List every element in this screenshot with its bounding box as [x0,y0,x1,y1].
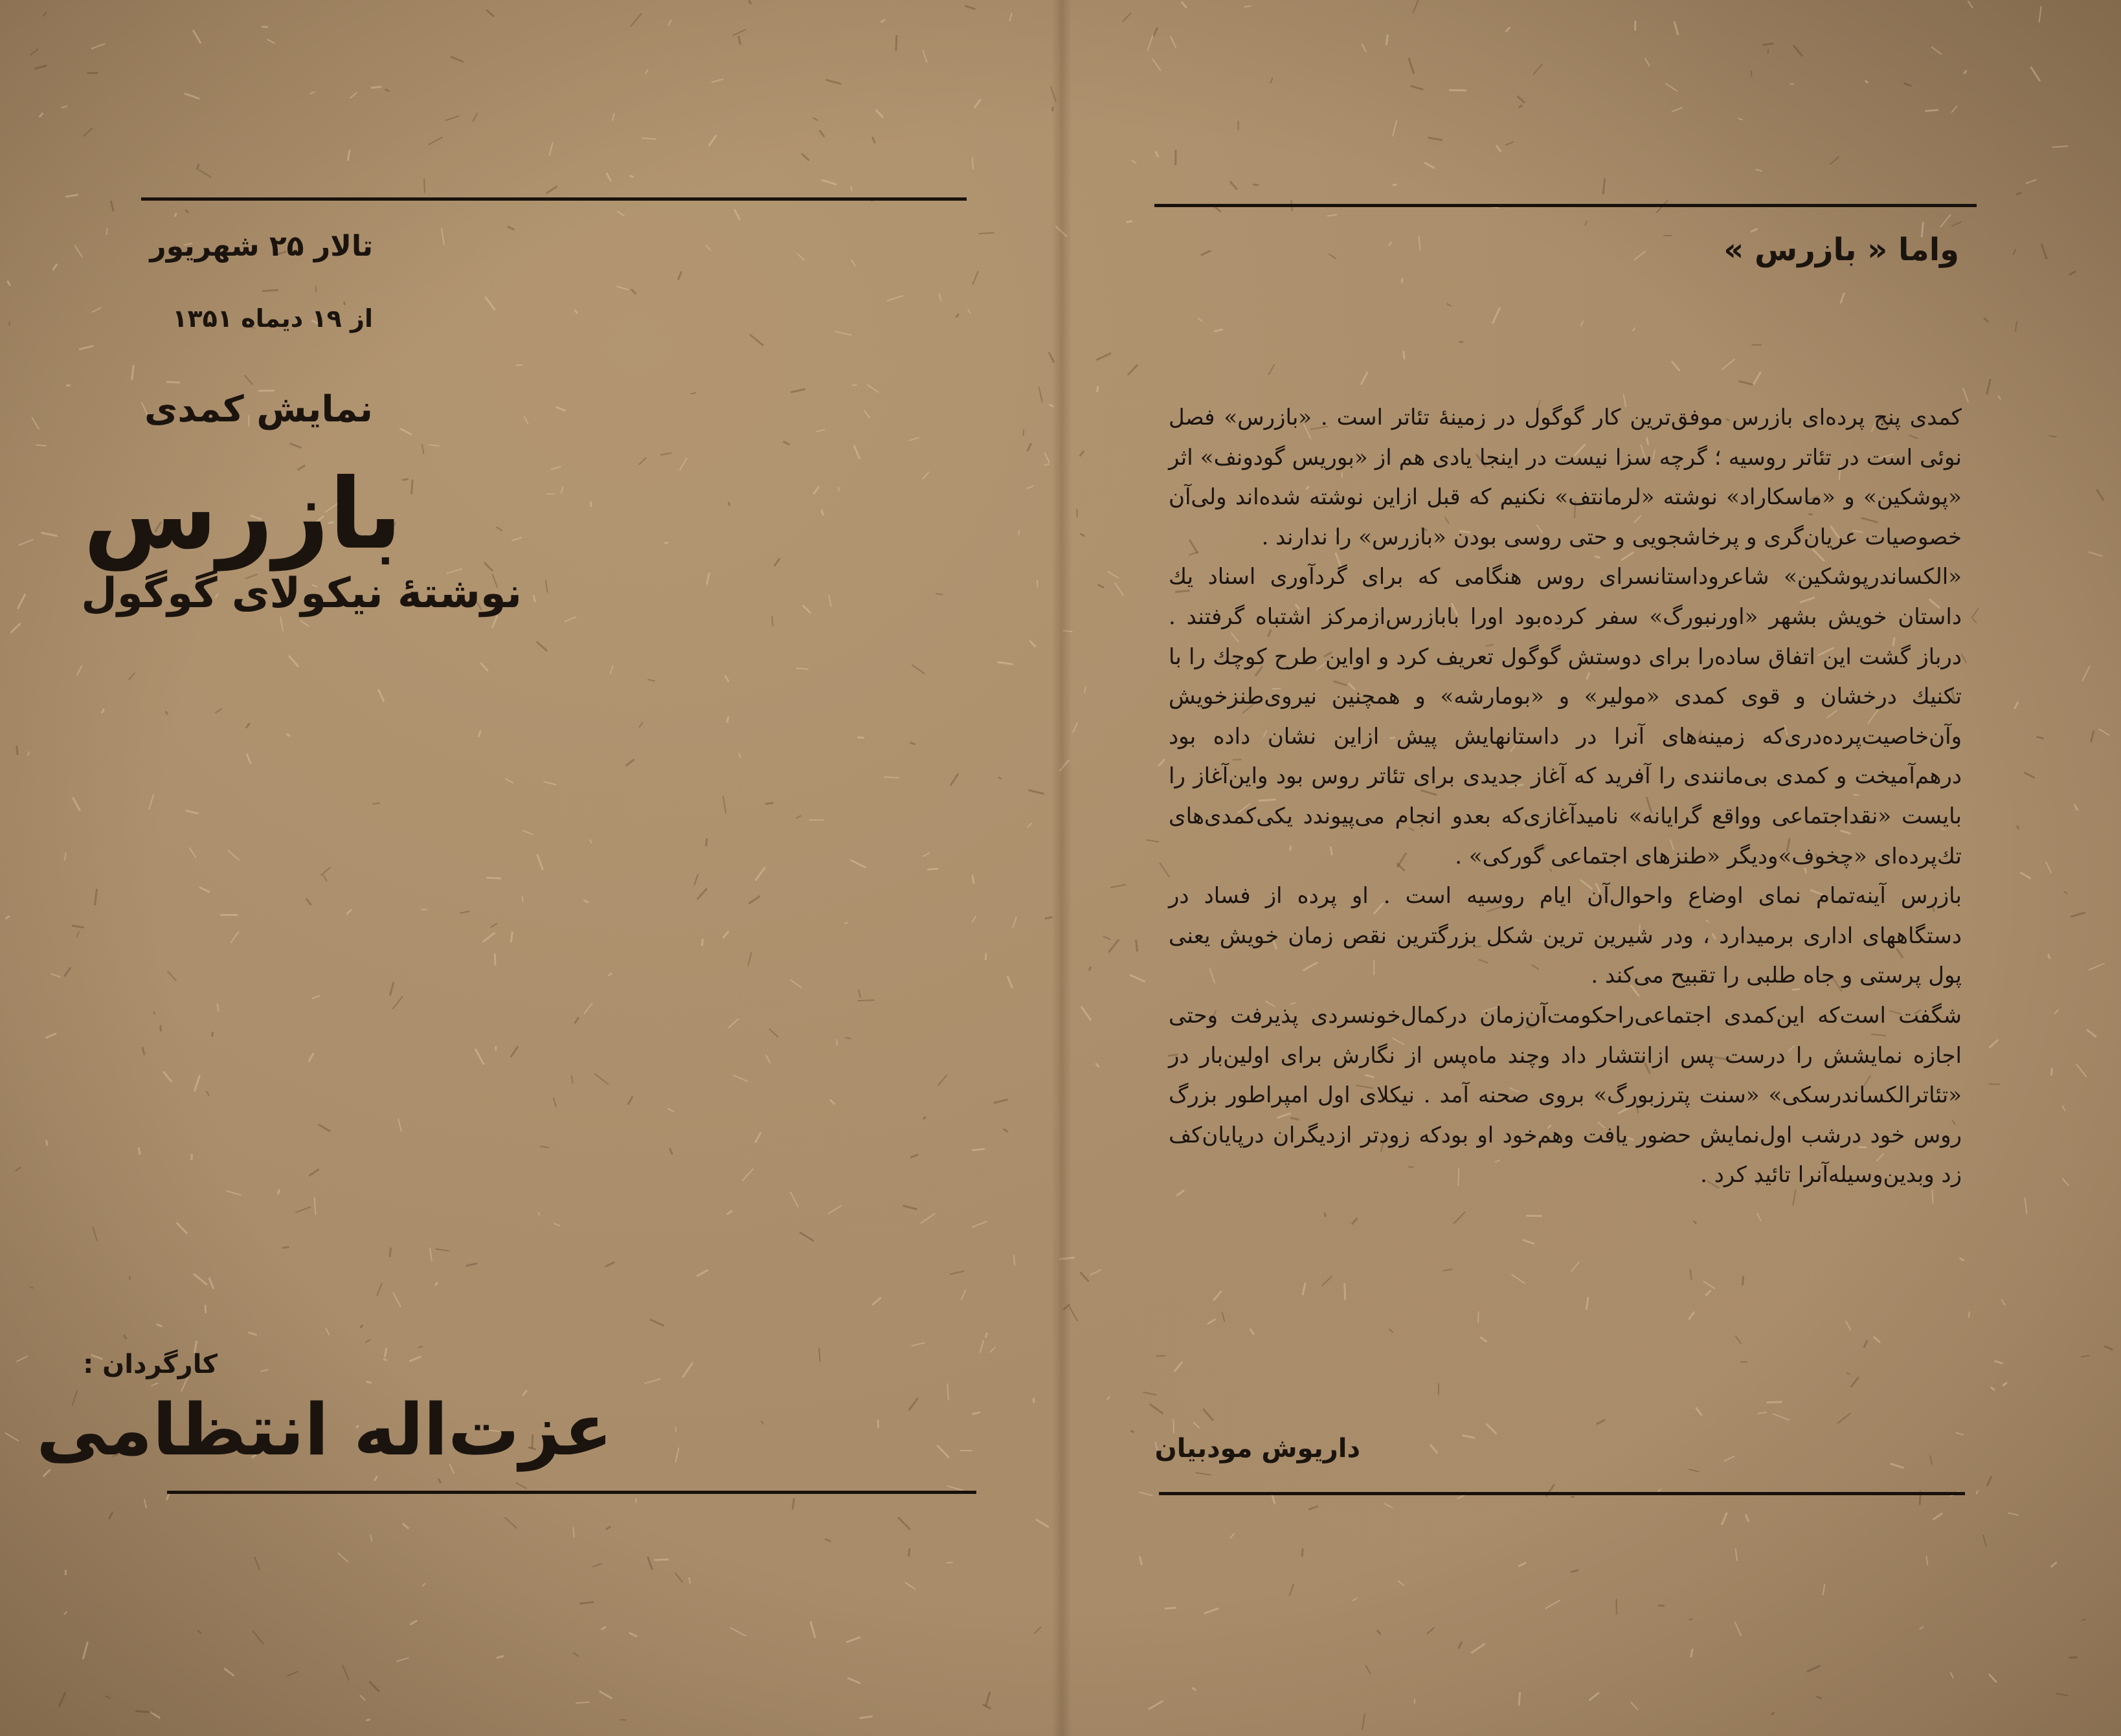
paper-fiber [1076,508,1078,517]
paper-fiber [590,502,592,507]
paper-fiber [1174,150,1176,165]
left-top-rule [141,197,967,201]
right-top-rule [1154,204,1977,207]
paper-fiber [159,1025,162,1032]
article-paragraph: کمدی پنج پرده‌ای بازرس موفق‌ترین کار گوگول در زمینهٔ تئاتر است . «بازرس» فصل نوئی است در تئاتر روسیه ؛ گرچه سزا نیست در اینجا یادی هم از «بوریس گودونف» اثر «پوشکین» و «ماسکاراد» نوشته «لرمانتف» نکنیم که قبل ازاین نوشته شده‌اند ولی‌آن خصوصیات عریان‌گری و پرخاشجویی و حتی روسی بودن «بازرس» را ندارند . [1169,405,1962,550]
paper-fiber [664,542,668,544]
paper-fiber [315,285,316,292]
article-body [1169,398,1962,1196]
paper-fiber [494,953,496,966]
author-text: نوشتهٔ نیکولای گوگول [81,570,522,618]
author-signature: داریوش مودبیان [1154,1434,1360,1463]
paper-fiber [1989,1083,2000,1084]
paper-fiber [421,908,427,910]
paper-fiber [1392,183,1397,186]
paper-fiber [1173,1419,1174,1434]
paper-fiber [675,1427,677,1432]
paper-fiber [1571,1496,1575,1498]
center-fold [1052,0,1072,1736]
paper-fiber [546,493,554,495]
paper-fiber [1615,1599,1617,1615]
paper-fiber [908,1548,910,1557]
paper-fiber [64,1570,67,1576]
right-bottom-rule [1159,1492,1965,1495]
left-bottom-rule [167,1491,976,1494]
paper-fiber [1477,1311,1479,1323]
paper-fiber [1413,1699,1415,1704]
paper-fiber [1740,1361,1747,1363]
paper-fiber [1634,21,1636,31]
paper-fiber [1751,344,1762,346]
paper-fiber [836,1039,838,1045]
paper-fiber [45,1140,48,1146]
paper-fiber [190,1154,192,1161]
article-heading: واما « بازرس » [1723,232,1959,268]
article-paragraph: بازرس آینه‌تمام نمای اوضاع واحوال‌آن ایام روسیه است . او پرده از فساد در دستگاههای اداری برمیدارد ، ودر شیرین ترین شکل بزرگترین نقص زمان خویش یعنی پول پرستی و جاه طلبی را تقبیح می‌کند . [1169,883,1962,989]
article-paragraph: شگفت است‌که این‌کمدی اجتماعی‌راحکومت‌آن‌زمان درکمال‌خونسردی پذیرفت وحتی اجازه نمایشش را درست پس ازانتشار داد وچند ماه‌پس از نگارش برای اولین‌بار در «تئاترالکساندرسکی» «سنت پترزبورگ» بروی صحنه آمد . نیکلای اول امپراطور بزرگ روس خود درشب اول‌نمایش حضور یافت وهم‌خود او بودکه زودتر ازدیگران درپایان‌کف زد وبدین‌وسیله‌آنرا تائید کرد . [1169,1002,1962,1188]
paper-fiber [895,35,897,51]
paper-fiber [877,1419,879,1428]
paper-fiber [87,72,98,74]
venue-text: تالار ۲۵ شهریور [150,230,373,263]
director-label: کارگردان : [83,1350,218,1379]
paper-fiber [515,364,522,366]
paper-fiber [985,953,987,961]
paper-fiber [1449,89,1466,92]
paper-fiber [1658,1605,1665,1607]
play-title: بازرس [83,458,402,571]
genre-text: نمایش کمدی [144,388,373,430]
paper-fiber [1022,429,1024,436]
director-name: عزت‌اله انتظامی [36,1388,612,1471]
paper-fiber [947,1562,953,1563]
paper-fiber [1459,341,1463,343]
paper-fiber [1237,120,1239,130]
paper-fiber [66,384,71,386]
date-text: از ۱۹ دیماه ۱۳۵۱ [172,304,373,333]
paper-fiber [1033,1398,1035,1403]
article-paragraph: «الکساندرپوشکین» شاعروداستانسرای روس هنگامی که برای گردآوری اسناد یك داستان خویش بشهر «اورنبورگ» سفر کرده‌بود اورا بابازرس‌ازمرکز اشتباه گرفتند . درباز گشت این اتفاق ساده‌را برای دوستش گوگول تعریف کرد و اواین طرح کوچك را با تکنیك درخشان و قوی کمدی «مولیر» و «بومارشه» و همچنین نیروی‌طنزخویش وآن‌خاصیت‌پرده‌دری‌که زمینه‌های آنرا در داستانهایش پیش ازاین نشان داده بود درهم‌آمیخت و کمدی بی‌مانندی را آفرید که آغاز جدیدی برای تئاتر روس بود واین‌آغاز را بایست «نقداجتماعی وواقع گرایانه» نامیدآغازی‌که بعدو انجام می‌پیوندد یکی‌کمدی‌های تك‌پرده‌ای «چخوف»ودیگر «طنزهای اجتماعی گورکی» . [1169,564,1962,869]
paper-fiber [2069,1656,2078,1658]
paper-fiber [1767,1401,1782,1403]
